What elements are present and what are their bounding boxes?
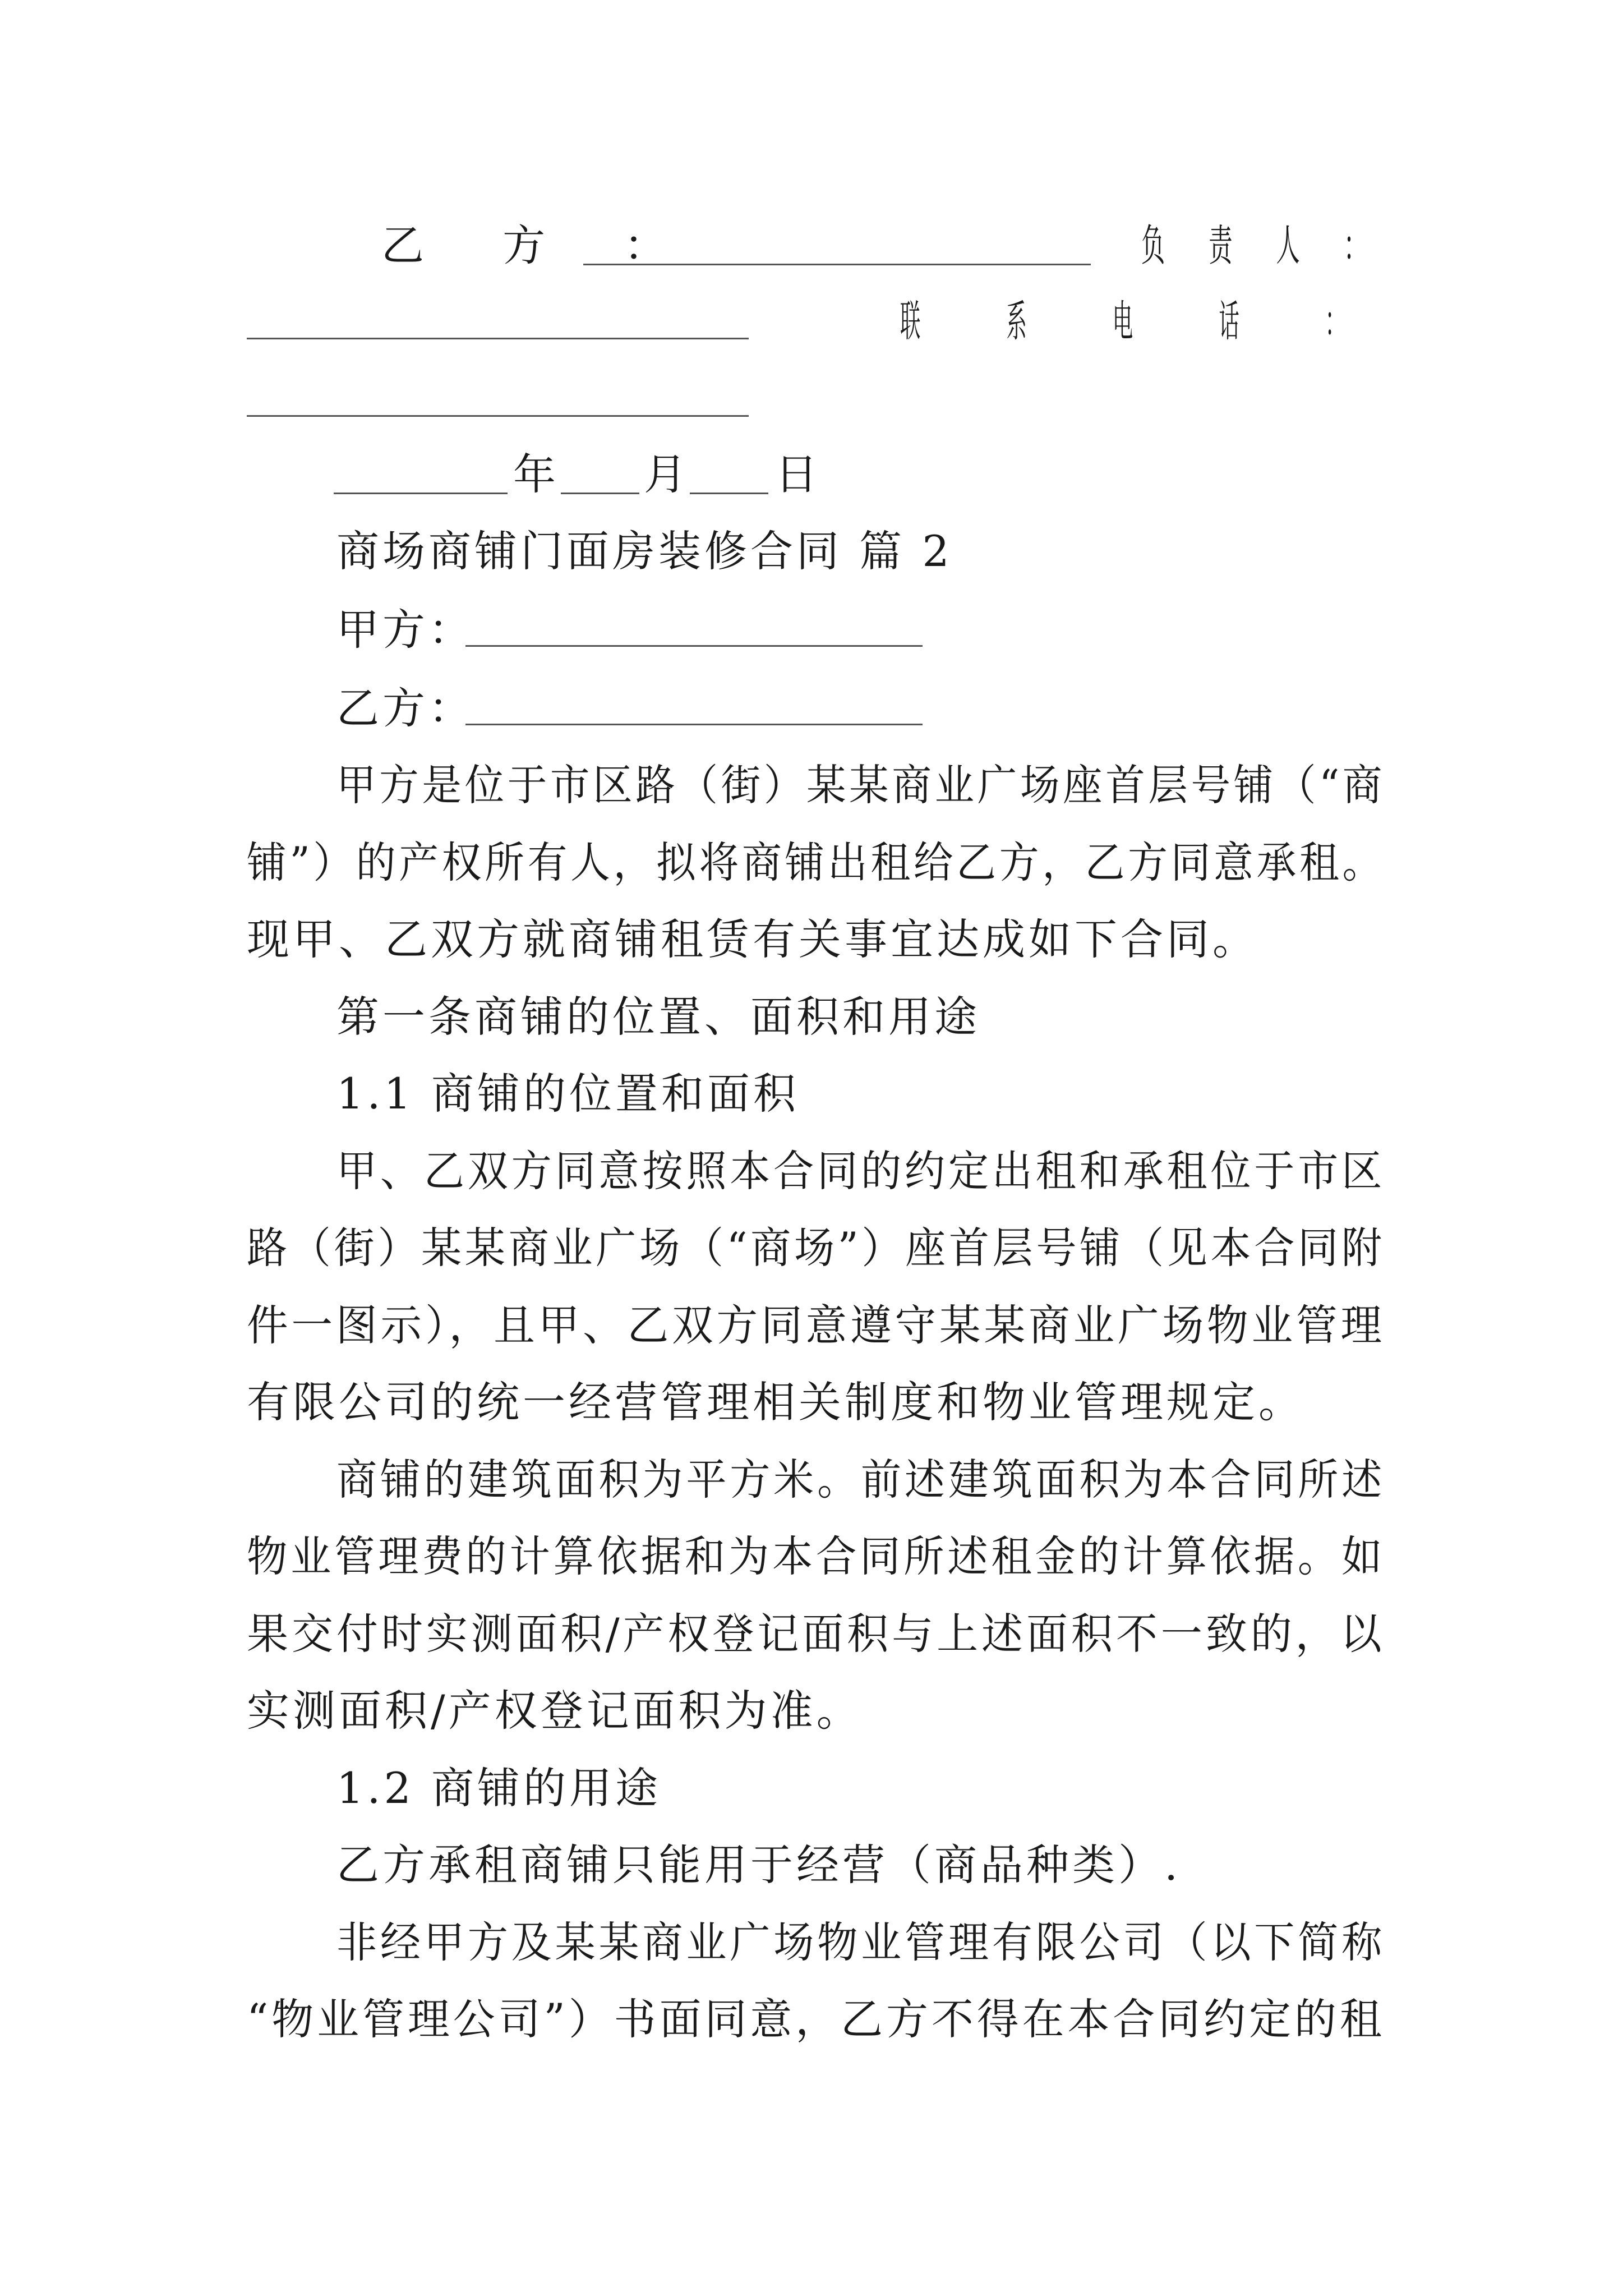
body-line-16: 非经甲方及某某商业广场物业管理有限公司（以下简称 — [336, 1917, 1385, 1967]
body-line-8: 件一图示），且甲、乙双方同意遵守某某商业广场物业管理 — [247, 1300, 1385, 1350]
party-a-label-2: 甲方： — [336, 605, 474, 655]
party-b-blank — [583, 264, 1091, 265]
party-b-label-2: 乙方： — [336, 683, 474, 733]
year-blank — [334, 493, 508, 494]
responsible-blank — [247, 338, 749, 339]
body-line-13: 实测面积/产权登记面积为准。 — [247, 1686, 863, 1736]
clause-1-2-heading: 1.2 商铺的用途 — [336, 1763, 662, 1813]
body-line-10: 商铺的建筑面积为平方米。前述建筑面积为本合同所述 — [336, 1455, 1385, 1504]
month-blank — [561, 493, 639, 494]
body-line-2: 铺”）的产权所有人，拟将商铺出租给乙方，乙方同意承租。 — [247, 838, 1385, 887]
party-b-blank-2 — [465, 724, 923, 725]
date-year-label: 年 — [513, 449, 559, 499]
body-line-17: “物业管理公司”）书面同意，乙方不得在本合同约定的租 — [247, 1994, 1385, 2044]
body-line-3: 现甲、乙双方就商铺租赁有关事宜达成如下合同。 — [247, 914, 1258, 964]
section-title: 商场商铺门面房装修合同 篇 2 — [336, 526, 953, 576]
article-1-heading: 第一条商铺的位置、面积和用途 — [336, 992, 980, 1042]
body-line-11: 物业管理费的计算依据和为本合同所述租金的计算依据。如 — [247, 1531, 1386, 1581]
body-line-1: 甲方是位于市区路（街）某某商业广场座首层号铺（“商 — [336, 760, 1385, 810]
body-line-15: 乙方承租商铺只能用于经营（商品种类）. — [336, 1840, 1182, 1890]
responsible-label: 负 责 人 ： — [1141, 220, 1386, 270]
date-day-label: 日 — [775, 449, 821, 499]
phone-blank — [247, 415, 749, 417]
body-line-9: 有限公司的统一经营管理相关制度和物业管理规定。 — [247, 1377, 1304, 1427]
party-a-blank-2 — [465, 645, 923, 647]
date-month-label: 月 — [644, 449, 690, 499]
body-line-6: 甲、乙双方同意按照本合同的约定出租和承租位于市区 — [336, 1146, 1385, 1196]
body-line-7: 路（街）某某商业广场（“商场”）座首层号铺（见本合同附 — [247, 1223, 1385, 1273]
phone-label: 联 系 电 话 ： — [900, 296, 1385, 346]
body-line-12: 果交付时实测面积/产权登记面积与上述面积不一致的，以 — [247, 1609, 1385, 1659]
party-b-label: 乙 方 ： — [381, 220, 699, 270]
clause-1-1-heading: 1.1 商铺的位置和面积 — [336, 1069, 800, 1119]
day-blank — [690, 493, 768, 494]
